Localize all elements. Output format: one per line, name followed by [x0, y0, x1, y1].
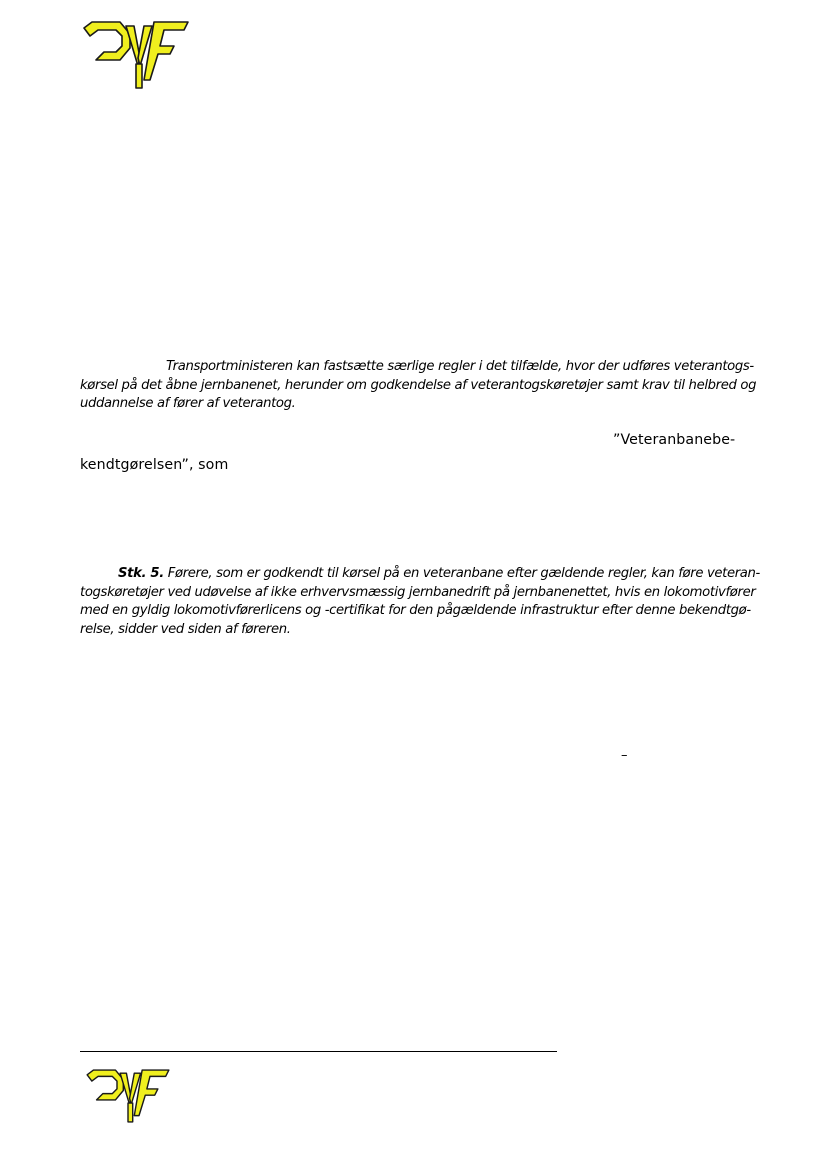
paragraph-1-line-3: uddannelse af fører af veterantog.: [80, 396, 296, 411]
stk-label: Stk. 5.: [118, 566, 164, 581]
paragraph-1-line-1: Transportministeren kan fastsætte særlige regler i det tilfælde, hvor der udføres veterantogs-: [166, 359, 754, 374]
paragraph-2-line-4: relse, sidder ved siden af føreren.: [80, 621, 291, 637]
paragraph-2-line-1: Stk. 5. Førere, som er godkendt til kørsel på en veteranbane efter gældende regler, kan føre veteran-: [118, 566, 760, 581]
footnote-separator: [80, 1051, 557, 1052]
paragraph-2-line-2: togskøretøjer ved udøvelse af ikke erhvervsmæssig jernbanedrift på jernbanenettet, hvis en lokomotivfører: [80, 584, 756, 600]
paragraph-transport-minister: [80, 358, 757, 414]
paragraph-stk-5: [80, 565, 760, 639]
paragraph-1-line-2: kørsel på det åbne jernbanenet, herunder om godkendelse af veterantogskøretøjer samt krav til helbred og: [80, 377, 757, 393]
fragment-kendtgorelsen: kendtgørelsen”, som: [80, 457, 229, 473]
fragment-veteranbanebe: ”Veteranbanebe-: [613, 432, 736, 448]
en-dash: –: [621, 748, 628, 763]
association-logo-top: [80, 18, 192, 92]
paragraph-2-line-3: med en gyldig lokomotivførerlicens og -certifikat for den pågældende infrastruktur efter denne bekendtgø-: [80, 603, 751, 618]
association-logo-bottom: [84, 1066, 172, 1126]
